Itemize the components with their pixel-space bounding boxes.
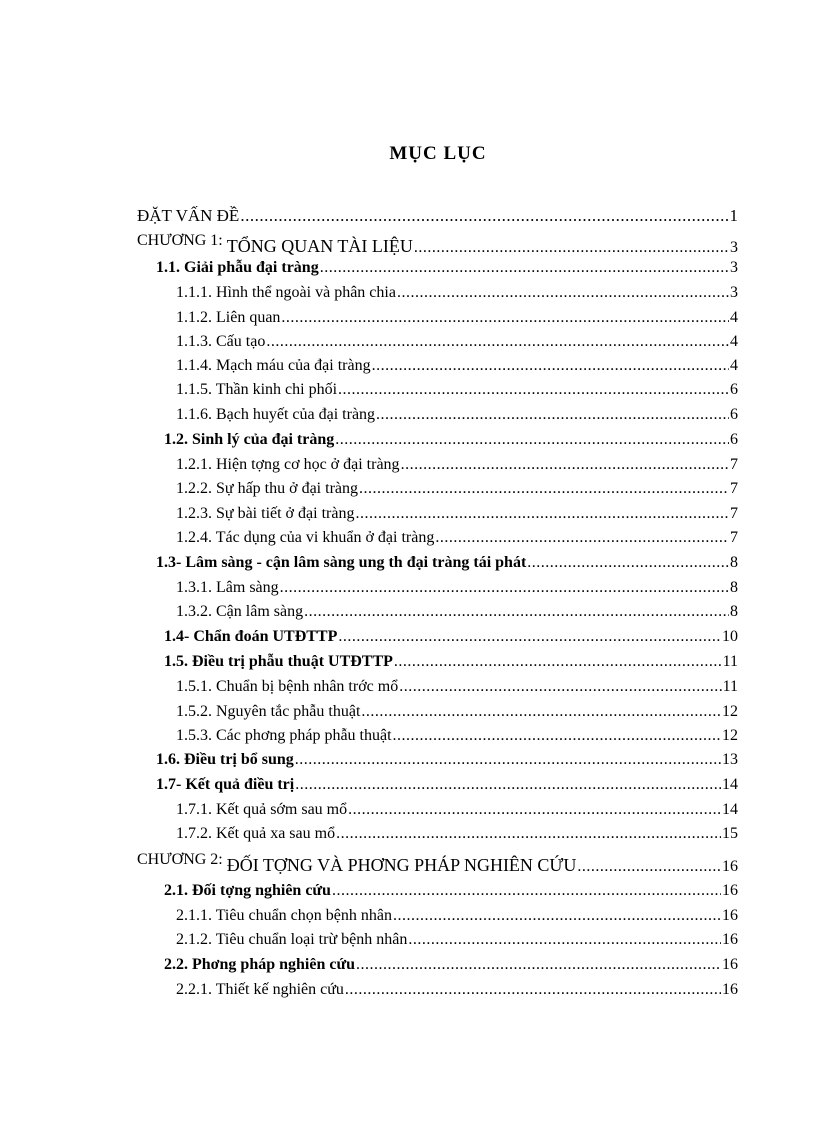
toc-entry — [176, 799, 738, 821]
toc-entry-title: ĐẶT VẤN ĐỀ — [137, 206, 240, 225]
toc-entry-title: 1.7.2. Kết quả xa sau mổ — [176, 825, 336, 842]
toc-entry-page: 14 — [722, 801, 738, 818]
toc-entry-page: 16 — [722, 981, 738, 998]
dot-leader — [281, 307, 729, 329]
toc-entry-title: 1.2.1. Hiện tợng cơ học ở đại tràng — [176, 456, 400, 473]
dot-leader — [393, 905, 721, 927]
toc-entry — [176, 601, 738, 623]
toc-entry-title: 1.2.2. Sự hấp thu ở đại tràng — [176, 480, 358, 497]
toc-entry-title: 2.2. Phơng pháp nghiên cứu — [164, 956, 355, 973]
dot-leader — [359, 478, 729, 500]
dot-leader — [355, 503, 729, 525]
toc-entry-page: 4 — [730, 309, 738, 326]
toc-entry-page: 6 — [730, 431, 738, 448]
toc-entry-title: 1.1. Giải phẫu đại tràng — [156, 259, 319, 276]
toc-entry-page: 13 — [722, 751, 738, 768]
toc-entry-title: 2.1.1. Tiêu chuẩn chọn bệnh nhân — [176, 907, 392, 924]
toc-entry-title: 1.5. Điều trị phẫu thuật UTĐTTP — [164, 653, 393, 670]
toc-entry-page: 4 — [730, 333, 738, 350]
toc-entry-title: 1.1.4. Mạch máu của đại tràng — [176, 357, 371, 374]
toc-entry-title: 1.5.3. Các phơng pháp phẫu thuật — [176, 727, 392, 744]
dot-leader — [338, 626, 721, 648]
toc-entry-title: 1.2.3. Sự bài tiết ở đại tràng — [176, 505, 355, 522]
dot-leader — [336, 823, 721, 845]
toc-entry-page: 12 — [722, 703, 738, 720]
dot-leader — [577, 856, 721, 878]
toc-entry — [176, 454, 738, 476]
toc-entry-page: 4 — [730, 357, 738, 374]
toc-entry-page: 16 — [722, 931, 738, 948]
toc-entry-title: 2.1. Đối tợng nghiên cứu — [164, 882, 331, 899]
toc-entry-page: 12 — [722, 727, 738, 744]
toc-entry-title: 1.5.1. Chuẩn bị bệnh nhân trớc mổ — [176, 678, 399, 695]
dot-leader — [240, 205, 728, 227]
toc-entry-title: 1.7.1. Kết quả sớm sau mổ — [176, 801, 348, 818]
dot-leader — [397, 282, 729, 304]
dot-leader — [335, 429, 729, 451]
dot-leader — [332, 880, 721, 902]
toc-entry — [176, 404, 738, 426]
toc-entry-page: 7 — [730, 456, 738, 473]
toc-entry-title: 1.1.5. Thần kinh chi phối — [176, 381, 338, 398]
dot-leader — [304, 601, 729, 623]
toc-entry — [164, 651, 738, 673]
toc-entry-page: 6 — [730, 406, 738, 423]
dot-leader — [527, 552, 729, 574]
toc-entry-page: 14 — [722, 776, 738, 793]
dot-leader — [348, 799, 721, 821]
toc-entry-title: 1.2.4. Tác dụng của vi khuẩn ở đại tràng — [176, 529, 435, 546]
toc-entry — [176, 355, 738, 377]
toc-entry — [176, 307, 738, 329]
toc-entry-page: 15 — [722, 825, 738, 842]
toc-entry — [176, 905, 738, 927]
toc-entry — [176, 478, 738, 500]
toc-entry — [156, 774, 738, 796]
chapter-number: CHƯƠNG 1: — [137, 232, 223, 249]
toc-entry-title: 1.1.6. Bạch huyết của đại tràng — [176, 406, 376, 423]
toc-entry — [176, 527, 738, 549]
toc-entry-page: 16 — [722, 907, 738, 924]
toc-entry-page: 16 — [722, 882, 738, 899]
toc-entry-page: 7 — [730, 480, 738, 497]
dot-leader — [414, 237, 729, 259]
toc-entry-page: 3 — [730, 239, 738, 256]
toc-entry — [176, 676, 738, 698]
toc-entry-page: 11 — [722, 678, 738, 695]
toc-entry-page: 3 — [730, 259, 738, 276]
dot-leader — [295, 774, 721, 796]
toc-entry — [164, 626, 738, 648]
toc-entry-page: 6 — [730, 381, 738, 398]
dot-leader — [435, 527, 729, 549]
toc-entry-page: 8 — [730, 603, 738, 620]
dot-leader — [399, 676, 721, 698]
toc-entry — [164, 954, 738, 976]
toc-entry — [176, 503, 738, 525]
toc-entry — [176, 725, 738, 747]
toc-entry-page: 16 — [722, 858, 738, 875]
dot-leader — [266, 331, 729, 353]
toc-entry-title: 1.6. Điều trị bổ sung — [156, 751, 294, 768]
toc-entry-page: 8 — [730, 579, 738, 596]
toc-entry-page: 10 — [722, 628, 738, 645]
dot-leader — [280, 577, 729, 599]
toc-entry-title: 1.5.2. Nguyên tắc phẫu thuật — [176, 703, 361, 720]
page-title: MỤC LỤC — [389, 143, 487, 164]
toc-entry — [176, 929, 738, 951]
toc-entry-title: 1.1.3. Cấu tạo — [176, 333, 266, 350]
toc-entry-title: 2.1.2. Tiêu chuẩn loại trừ bệnh nhân — [176, 931, 408, 948]
toc-entry-title: 1.7- Kết quả điều trị — [156, 776, 295, 793]
toc-chapter-entry — [137, 851, 738, 878]
toc-entry — [137, 205, 738, 227]
dot-leader — [393, 725, 721, 747]
toc-entry-page: 1 — [729, 206, 738, 225]
dot-leader — [372, 355, 729, 377]
toc-entry-title: 1.2. Sinh lý của đại tràng — [164, 431, 335, 448]
toc-entry — [176, 282, 738, 304]
toc-chapter-entry — [137, 232, 738, 259]
dot-leader — [394, 651, 722, 673]
dot-leader — [376, 404, 729, 426]
toc-entry-title: TỔNG QUAN TÀI LIỆU — [226, 236, 413, 256]
toc-entry — [176, 701, 738, 723]
toc-entry-page: 7 — [730, 505, 738, 522]
toc-entry-page: 3 — [730, 284, 738, 301]
toc-entry — [156, 257, 738, 279]
dot-leader — [338, 379, 729, 401]
toc-entry-page: 8 — [730, 554, 738, 571]
toc-entry — [156, 749, 738, 771]
toc-entry-title: 1.3- Lâm sàng - cận lâm sàng ung th đại tràng tái phát — [156, 554, 527, 571]
toc-entry — [176, 979, 738, 1001]
toc-entry — [176, 823, 738, 845]
toc-entry — [164, 880, 738, 902]
dot-leader — [401, 454, 729, 476]
dot-leader — [361, 701, 721, 723]
toc-entry-title: 1.1.1. Hình thể ngoài và phân chia — [176, 284, 396, 301]
dot-leader — [345, 979, 721, 1001]
toc-entry — [164, 429, 738, 451]
toc-entry-title: 1.3.1. Lâm sàng — [176, 579, 279, 596]
toc-entry — [156, 552, 738, 574]
dot-leader — [295, 749, 721, 771]
toc-entry — [176, 379, 738, 401]
toc-entry-title: 2.2.1. Thiết kế nghiên cứu — [176, 981, 344, 998]
toc-entry-page: 11 — [722, 653, 738, 670]
toc-entry-title: 1.1.2. Liên quan — [176, 309, 281, 326]
toc-entry-page: 16 — [722, 956, 738, 973]
toc-entry — [176, 331, 738, 353]
chapter-number: CHƯƠNG 2: — [137, 851, 223, 868]
toc-entry-title: 1.4- Chẩn đoán UTĐTTP — [164, 628, 338, 645]
toc-entry-title: ĐỐI TỢNG VÀ PHƠNG PHÁP NGHIÊN CỨU — [226, 855, 577, 875]
dot-leader — [356, 954, 721, 976]
dot-leader — [408, 929, 721, 951]
toc-entry-title: 1.3.2. Cận lâm sàng — [176, 603, 304, 620]
toc-entry-page: 7 — [730, 529, 738, 546]
toc-entry — [176, 577, 738, 599]
dot-leader — [320, 257, 729, 279]
